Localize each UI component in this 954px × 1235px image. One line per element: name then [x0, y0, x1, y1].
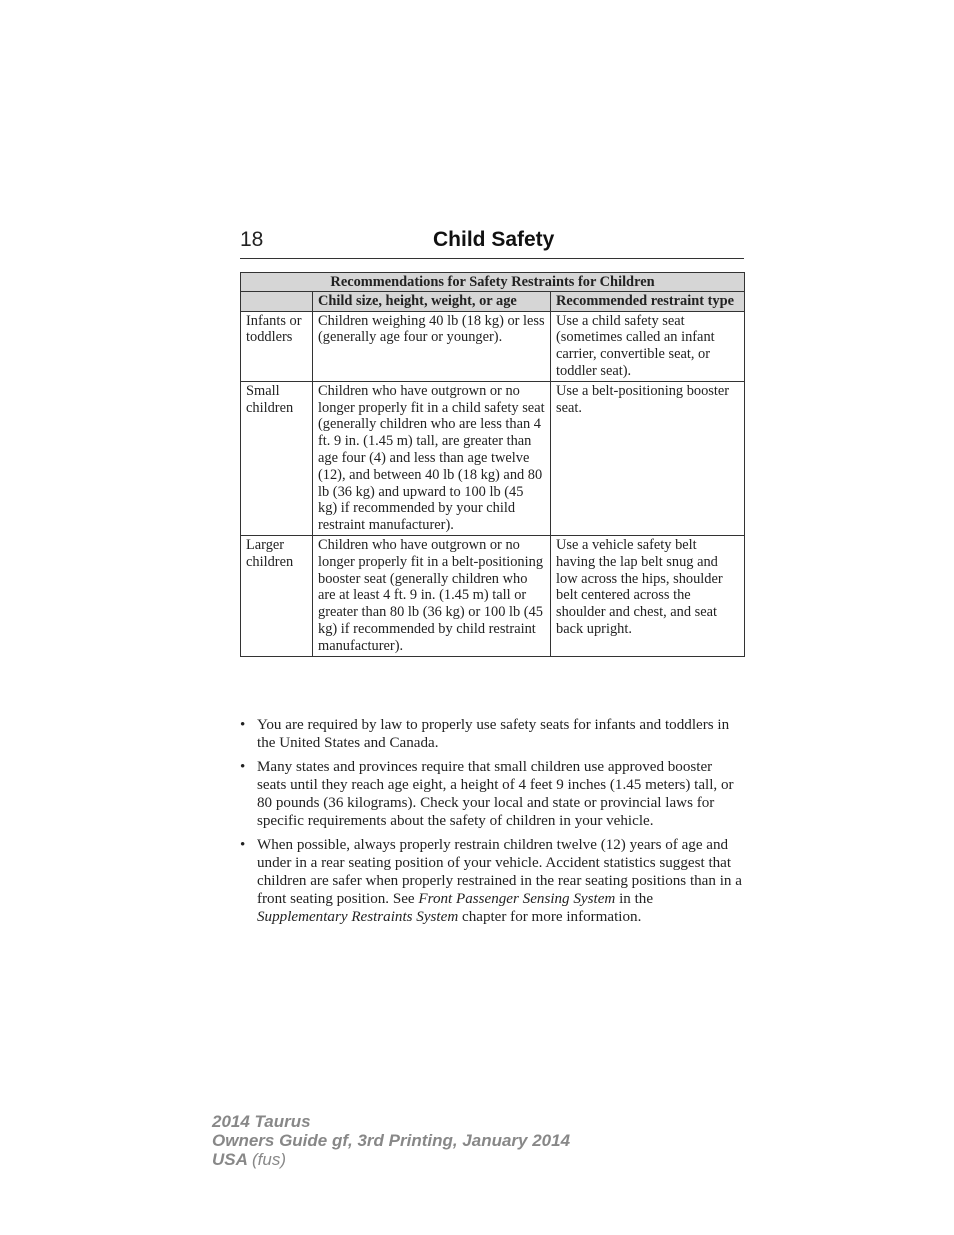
cell-size: Children who have outgrown or no longer properly fit in a child safety seat (generally children who are less than 4 ft. 9 in. (1.45 m) tall, are greater than age four (4) and less than age twelve (12), and between 40 lb (18 kg) and 80 lb (36 kg) and upward to 100 lb (45 kg) if recommended by your child restraint manufacturer). [313, 381, 551, 535]
table-row [241, 311, 745, 381]
list-item [240, 716, 744, 752]
table-title-row [241, 273, 745, 292]
cell-restraint: Use a vehicle safety belt having the lap belt snug and low across the hips, shoulder belt centered across the shoulder and chest, and seat back upright. [551, 535, 745, 656]
table-title: Recommendations for Safety Restraints for Children [241, 273, 745, 292]
chapter-title: Child Safety [433, 228, 555, 251]
footer-edition: Owners Guide gf, 3rd Printing, January 2014 [212, 1131, 571, 1150]
page-number: 18 [240, 228, 264, 251]
cell-category: Small children [241, 381, 313, 535]
restraint-recommendations-table [240, 272, 745, 657]
footer-model: 2014 Taurus [212, 1112, 311, 1131]
cross-reference-supplementary-restraints: Supplementary Restraints System [257, 909, 459, 925]
bullet-icon: • [240, 837, 246, 853]
cell-category: Larger children [241, 535, 313, 656]
cell-size: Children who have outgrown or no longer properly fit in a belt-positioning booster seat (generally children who are at least 4 ft. 9 in. (1.45 m) tall or greater than 80 lb (36 kg) or 100 lb (45 kg) if recommended by child restraint manufacturer). [313, 535, 551, 656]
table-header-row [241, 291, 745, 311]
footer-market [212, 1150, 570, 1169]
footer-market-suffix: (fus) [252, 1150, 286, 1169]
column-header-category [241, 291, 313, 311]
page-footer [212, 1112, 570, 1169]
table-row [241, 535, 745, 656]
cell-restraint: Use a child safety seat (sometimes called an infant carrier, convertible seat, or toddler seat). [551, 311, 745, 381]
bullet-text: Many states and provinces require that small children use approved booster seats until they reach age eight, a height of 4 feet 9 inches (1.45 meters) tall, or 80 pounds (36 kilograms). Check your local and state or provincial laws for specific requirements about the safety of children in your vehicle. [257, 759, 734, 829]
cell-restraint: Use a belt-positioning booster seat. [551, 381, 745, 535]
bullet-text: When possible, always properly restrain children twelve (12) years of age and under in a rear seating position of your vehicle. Accident statistics suggest that children are safer when properly restrained in the rear seating positions than in a front seating position. See [257, 837, 742, 907]
table-row [241, 381, 745, 535]
bullet-text: chapter for more information. [458, 909, 642, 925]
list-item [240, 758, 744, 830]
bullet-text: in the [615, 891, 654, 907]
bullet-icon: • [240, 759, 246, 775]
bullet-text: You are required by law to properly use safety seats for infants and toddlers in the United States and Canada. [257, 717, 730, 751]
cross-reference-front-passenger-sensing: Front Passenger Sensing System [418, 891, 616, 907]
column-header-size: Child size, height, weight, or age [313, 291, 551, 311]
bullet-icon: • [240, 717, 246, 733]
cell-category: Infants or toddlers [241, 311, 313, 381]
page-header [240, 228, 744, 259]
list-item [240, 836, 744, 926]
footer-market-code: USA [212, 1150, 248, 1169]
cell-size: Children weighing 40 lb (18 kg) or less (generally age four or younger). [313, 311, 551, 381]
column-header-restraint: Recommended restraint type [551, 291, 745, 311]
bullet-list [240, 716, 744, 932]
